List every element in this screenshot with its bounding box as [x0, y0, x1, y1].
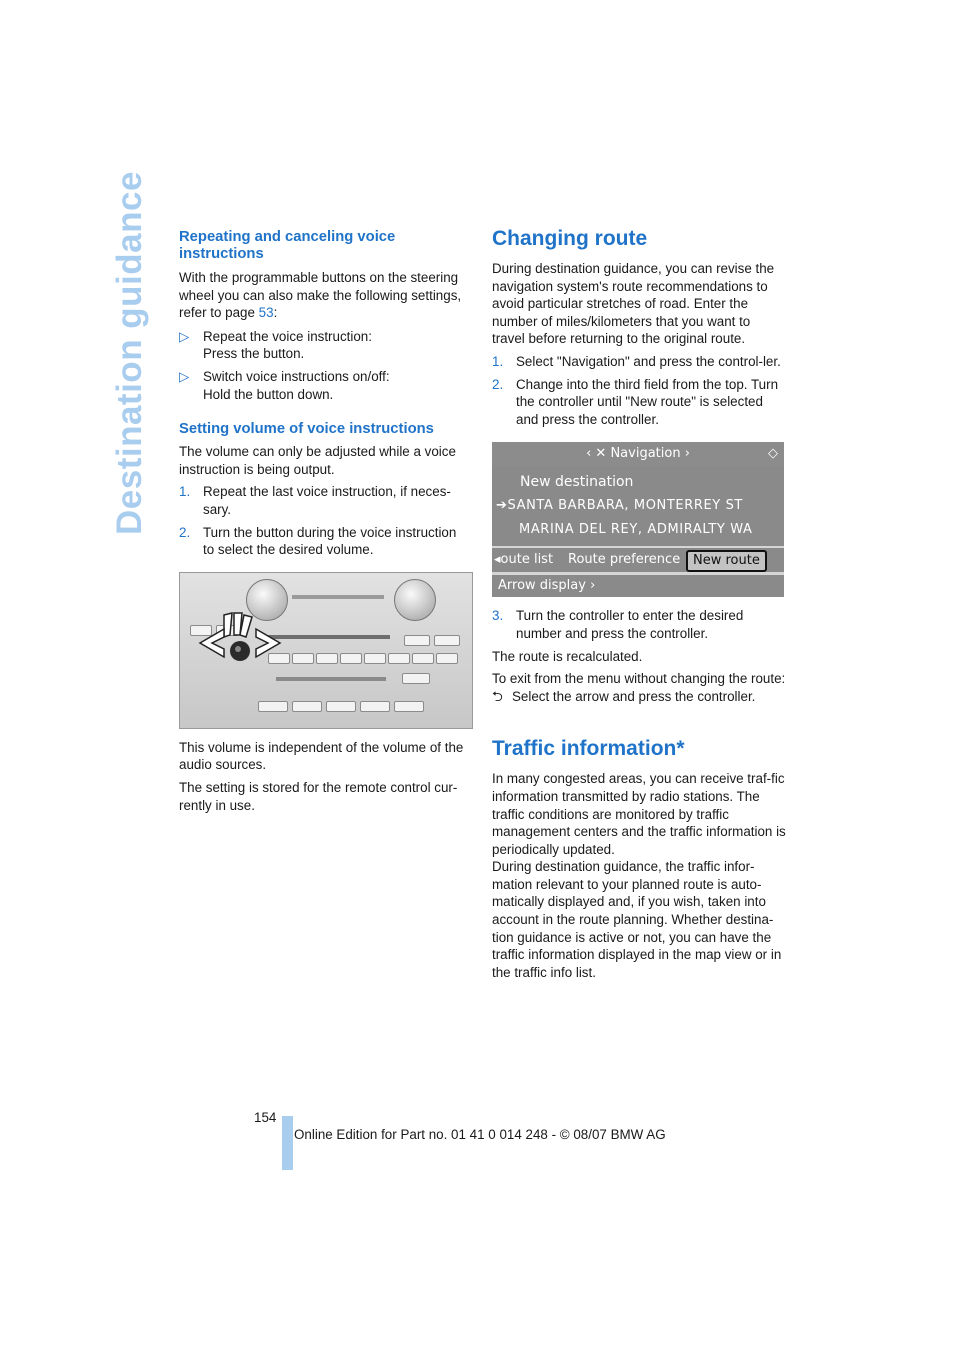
list-item: ▷ Repeat the voice instruction: Press the button.: [179, 328, 372, 362]
heading-changing-route: Changing route: [492, 227, 648, 250]
arrow-left-icon: ‹: [586, 446, 596, 462]
volume-note: This volume is independent of the volume of the audio sources.: [179, 739, 464, 773]
list-item: 1. Repeat the last voice instruction, if neces-sary.: [179, 484, 451, 517]
button: [316, 653, 338, 664]
button: [292, 653, 314, 664]
side-section-title: Destination guidance: [110, 171, 149, 535]
storage-note: The setting is stored for the remote control cur-rently in use.: [179, 779, 458, 813]
button: [412, 653, 434, 664]
slot: [292, 595, 384, 599]
return-arrow-icon: ⮌: [492, 688, 503, 704]
button: [340, 653, 362, 664]
exit-note: To exit from the menu without changing the route:: [492, 671, 786, 687]
button: [402, 673, 430, 684]
button: [258, 701, 288, 712]
page-number: 154: [254, 1110, 277, 1125]
tab-route-preference: Route preference: [568, 552, 681, 568]
button: [434, 635, 460, 646]
tab-route-list: ◂oute list: [494, 552, 554, 568]
heading-setting-volume: Setting volume of voice instructions: [179, 421, 434, 438]
button: [292, 701, 322, 712]
changing-route-intro: During destination guidance, you can revise the navigation system's route recommendations to avoid particular stretches of road. Enter the number of miles/kilometers that you want to travel before returning to the original route.: [492, 261, 775, 347]
list-item: ▷ Switch voice instructions on/off: Hold the button down.: [179, 368, 390, 402]
list-item: 1. Select "Navigation" and press the control-ler.: [492, 353, 781, 369]
left-column: [179, 229, 471, 814]
cd-slot: [268, 635, 390, 639]
exit-instruction: ⮌ Select the arrow and press the controller.: [492, 688, 756, 704]
button: [326, 701, 356, 712]
settings-icon: ◇: [768, 446, 778, 462]
screen-item-destination: MARINA DEL REY, ADMIRALTY WA: [519, 522, 753, 538]
arrow-right-icon: ›: [585, 578, 596, 594]
right-column: [492, 226, 786, 981]
triangle-bullet-icon: ▷: [179, 328, 190, 344]
edition-footer: Online Edition for Part no. 01 41 0 014 248 - © 08/07 BMW AG: [294, 1127, 666, 1142]
page-link[interactable]: 53: [258, 305, 274, 321]
list-item: 2. Change into the third field from the top. Turn the controller until "New route" is selected and press the controller.: [492, 376, 779, 427]
control-panel-image: [179, 572, 473, 729]
heading-repeating-voice: Repeating and canceling voice instructions: [179, 229, 396, 262]
screen-item-destination: ➔SANTA BARBARA, MONTERREY ST: [496, 498, 743, 514]
button: [394, 701, 424, 712]
recalculated-note: The route is recalculated.: [492, 648, 643, 664]
arrow-right-icon: ›: [680, 446, 690, 462]
voice-intro: With the programmable buttons on the steering wheel you can also make the following settings, refer to page 53:: [179, 270, 462, 321]
tool-icon: ✕: [595, 446, 611, 462]
navigation-screen: [492, 442, 784, 597]
arrow-bullet-icon: ➔: [496, 498, 508, 514]
rotate-arrows-icon: [194, 607, 286, 671]
screen-item-new-destination: New destination: [520, 474, 634, 491]
button: [404, 635, 430, 646]
volume-intro: The volume can only be adjusted while a voice instruction is being output.: [179, 444, 456, 477]
list-item: 3. Turn the controller to enter the desired number and press the controller.: [492, 608, 744, 641]
footer-accent-bar: [282, 1116, 293, 1170]
screen-tabs: [492, 548, 784, 572]
button: [388, 653, 410, 664]
screen-footer: Arrow display ›: [492, 575, 784, 597]
tab-new-route: New route: [686, 550, 767, 572]
arrow-left-icon: ◂: [494, 552, 501, 568]
button: [436, 653, 458, 664]
button: [360, 701, 390, 712]
traffic-para2: During destination guidance, the traffic infor-mation relevant to your planned route is auto-matically displayed and, if you wish, taken into account in the route planning. Whether destina-tion guidance is active or not, you can have the traffic information displayed in the map view or in the traffic info list.: [492, 859, 782, 980]
button: [364, 653, 386, 664]
triangle-bullet-icon: ▷: [179, 368, 190, 384]
right-knob: [394, 579, 436, 621]
slot: [276, 677, 386, 681]
list-item: 2. Turn the button during the voice instruction to select the desired volume.: [179, 524, 457, 558]
traffic-para1: In many congested areas, you can receive traf-fic information transmitted by radio stations. The traffic conditions are monitored by traffic management centers and the traffic information is periodically updated.: [492, 771, 786, 857]
heading-traffic-information: Traffic information*: [492, 737, 685, 761]
screen-header: ‹ ✕ Navigation › ◇: [492, 442, 784, 466]
